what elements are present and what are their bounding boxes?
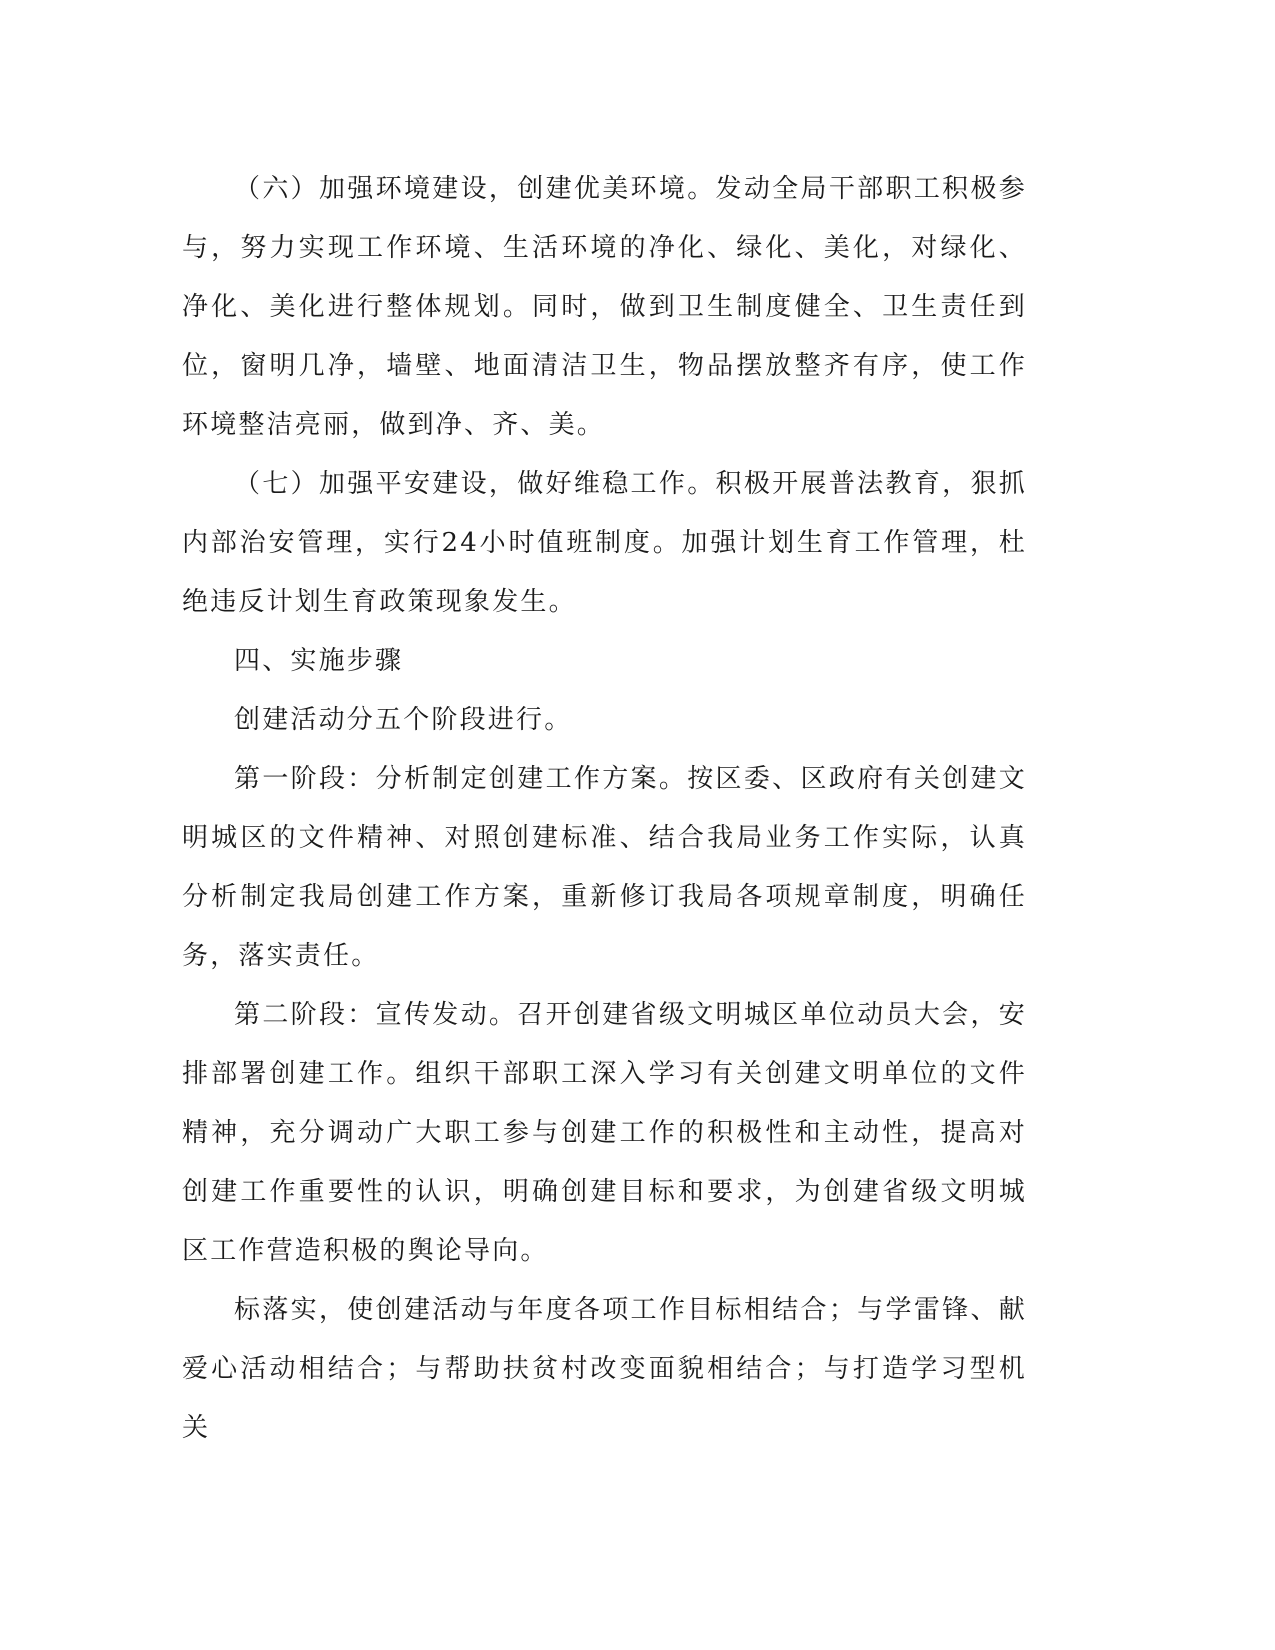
paragraph-environment-construction: （六）加强环境建设，创建优美环境。发动全局干部职工积极参与，努力实现工作环境、生活环境的净化、绿化、美化，对绿化、净化、美化进行整体规划。同时，做到卫生制度健全、卫生责任到位，窗明几净，墙壁、地面清洁卫生，物品摆放整齐有序，使工作环境整洁亮丽，做到净、齐、美。 [182, 174, 1027, 440]
section-heading-implementation-steps: 四、实施步骤 [234, 646, 404, 676]
paragraph-five-stages: 创建活动分五个阶段进行。 [234, 705, 573, 735]
paragraph-stage-one: 第一阶段：分析制定创建工作方案。按区委、区政府有关创建文明城区的文件精神、对照创建标准、结合我局业务工作实际，认真分析制定我局创建工作方案，重新修订我局各项规章制度，明确任务，落实责任。 [182, 764, 1027, 971]
paragraph-safety-construction: （七）加强平安建设，做好维稳工作。积极开展普法教育，狠抓内部治安管理，实行24小时值班制度。加强计划生育工作管理，杜绝违反计划生育政策现象发生。 [182, 469, 1027, 617]
document-body [182, 160, 1027, 1458]
paragraph-stage-two: 第二阶段：宣传发动。召开创建省级文明城区单位动员大会，安排部署创建工作。组织干部职工深入学习有关创建文明单位的文件精神，充分调动广大职工参与创建工作的积极性和主动性，提高对创建工作重要性的认识，明确创建目标和要求，为创建省级文明城区工作营造积极的舆论导向。 [182, 1000, 1027, 1266]
paragraph-goal-implementation: 标落实，使创建活动与年度各项工作目标相结合；与学雷锋、献爱心活动相结合；与帮助扶贫村改变面貌相结合；与打造学习型机关 [182, 1295, 1027, 1443]
